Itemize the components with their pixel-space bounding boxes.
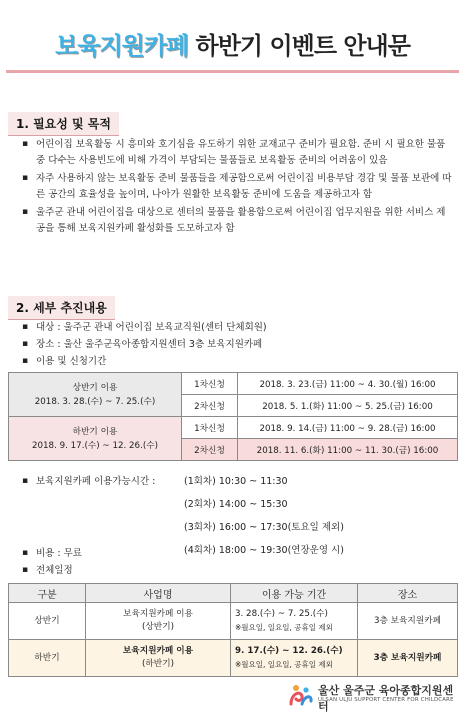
period-bullet: ▪ 이용 및 신청기간 (22, 354, 267, 369)
table-row (9, 417, 458, 439)
first-half-name: 상반기 이용 (72, 382, 118, 393)
place-bullet: ▪ 장소 : 울산 울주군육아종합지원센터 3층 보육지원카페 (22, 337, 267, 352)
col-header: 이용 가능 기간 (231, 584, 358, 603)
program-name: 보육지원카페 이용 (123, 609, 193, 619)
purpose-bullet-3: ▪ 울주군 관내 어린이집을 대상으로 센터의 물품을 활용함으로써 어린이집 업무지원을 위한 서비스 제공을 통해 보육지원카페 활성화를 도모하고자 함 (22, 205, 454, 236)
hours-slot: (4회차) 18:00 ~ 19:30(연장운영 시) (184, 545, 344, 556)
hours-row (22, 516, 344, 539)
first-half-cell (9, 373, 182, 417)
table-row (9, 603, 458, 640)
hours-slot: (2회차) 14:00 ~ 15:30 (184, 499, 288, 510)
row-division: 상반기 (9, 603, 86, 640)
title-banner (0, 0, 465, 80)
period-note: ※월요일, 일요일, 공휴일 제외 (235, 623, 333, 632)
col-header: 장소 (358, 584, 458, 603)
section2-bullets (22, 320, 267, 369)
hours-row (22, 493, 288, 516)
round-label: 1차신청 (182, 373, 238, 395)
round-dates-highlight: 2018. 11. 6.(화) 11:00 ~ 11. 30.(금) 16:00 (238, 439, 458, 461)
round-dates: 2018. 9. 14.(금) 11:00 ~ 9. 28.(금) 16:00 (238, 417, 458, 439)
bullet-mark: ▪ (22, 476, 29, 486)
application-period-table (8, 372, 458, 461)
period-value: 9. 17.(수) ~ 12. 26.(수) (235, 646, 343, 656)
hours-row (22, 470, 288, 493)
round-label: 2차신청 (182, 439, 238, 461)
round-label: 2차신청 (182, 395, 238, 417)
section2-heading: 2. 세부 추진내용 (8, 296, 115, 320)
table-row (9, 373, 458, 395)
section1-heading: 1. 필요성 및 목적 (8, 112, 119, 136)
row-division: 하반기 (9, 640, 86, 677)
period-note: ※월요일, 일요일, 공휴일 제외 (235, 660, 333, 669)
hours-slot: (1회차) 10:30 ~ 11:30 (184, 476, 288, 487)
cost-schedule-bullets (22, 546, 82, 578)
row-program (86, 640, 231, 677)
col-header: 구분 (9, 584, 86, 603)
second-half-range: 2018. 9. 17.(수) ~ 12. 26.(수) (31, 440, 159, 451)
section1-bullets (22, 137, 454, 236)
first-half-range: 2018. 3. 28.(수) ~ 7. 25.(수) (34, 396, 156, 407)
col-header: 사업명 (86, 584, 231, 603)
center-logo-icon (288, 682, 314, 706)
center-name: 울산 울주군 육아종합지원센터 (318, 684, 454, 713)
row-place: 3층 보육지원카페 (358, 640, 458, 677)
table-row (9, 640, 458, 677)
cost-bullet: ▪ 비용 : 무료 (22, 546, 82, 561)
hours-label: 보육지원카페 이용가능시간 : (36, 476, 156, 487)
program-sub: (하반기) (142, 659, 174, 669)
purpose-bullet-2: ▪ 자주 사용하지 않는 보육활동 준비 물품들을 제공함으로써 어린이집 비용부담 경감 및 물품 보관에 따른 공간의 효율성을 높이며, 나아가 원활한 보육활동 준비에 도움을 제공하고자 함 (22, 171, 454, 202)
hours-slot: (3회차) 16:00 ~ 17:30(토요일 제외) (184, 522, 344, 533)
title-divider (6, 70, 459, 73)
round-dates: 2018. 5. 1.(화) 11:00 ~ 5. 25.(금) 16:00 (238, 395, 458, 417)
second-half-name: 하반기 이용 (72, 426, 118, 437)
period-value: 3. 28.(수) ~ 7. 25.(수) (235, 609, 328, 619)
row-place: 3층 보육지원카페 (358, 603, 458, 640)
row-program (86, 603, 231, 640)
page-title (0, 26, 465, 61)
center-name-english: ULSAN ULJU SUPPORT CENTER FOR CHILDCARE (318, 697, 454, 703)
schedule-bullet: ▪ 전체일정 (22, 563, 82, 578)
row-period (231, 640, 358, 677)
program-name: 보육지원카페 이용 (122, 646, 194, 656)
target-bullet: ▪ 대상 : 울주군 관내 어린이집 보육교직원(센터 단체회원) (22, 320, 267, 335)
title-event: 하반기 이벤트 안내문 (188, 32, 410, 60)
second-half-cell (9, 417, 182, 461)
table-header-row (9, 584, 458, 603)
round-label: 1차신청 (182, 417, 238, 439)
row-period (231, 603, 358, 640)
center-logo (288, 680, 460, 713)
title-cafe-name: 보육지원카페 (55, 32, 189, 60)
program-sub: (상반기) (142, 622, 174, 632)
schedule-table (8, 583, 458, 677)
round-dates: 2018. 3. 23.(금) 11:00 ~ 4. 30.(월) 16:00 (238, 373, 458, 395)
purpose-bullet-1: ▪ 어린이집 보육활동 시 흥미와 호기심을 유도하기 위한 교재교구 준비가 필요함. 준비 시 필요한 물품 중 다수는 사용빈도에 비해 가격이 부담되는 물품들로 보육활동 준비의 어려움이 있음 (22, 137, 454, 168)
